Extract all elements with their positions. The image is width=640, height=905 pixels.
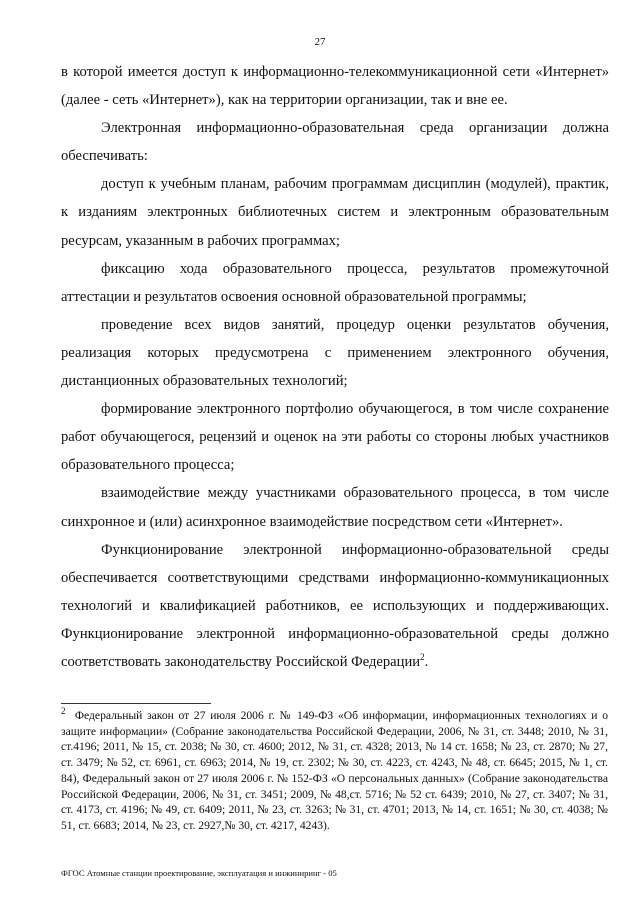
footnote-text: Федеральный закон от 27 июля 2006 г. № 149-ФЗ «Об информации, информационных технологиях и о защите информации» (Собрание законодательства Российской Федерации, 2006, № 31, ст. 3448; 2010, № 31, ст.4196; 2011, № 15, ст. 2038; № 30, ст. 4600; 2012, № 31, ст. 4328; 2013, № 14 ст. 1658; № 23, ст. 2870; № 27, ст. 3479; № 52, ст. 6961, ст. 6963; 2014, № 19, ст. 2302; № 30, ст. 4223, ст. 4243, № 48, ст. 6645; 2015, № 1, ст. 84), Федеральный закон от 27 июля 2006 г. № 152-ФЗ «О персональных данных» (Собрание законодательства Российской Федерации, 2006, № 31, ст. 3451; 2009, № 48,ст. 5716; № 52 ст. 6439; 2010, № 27, ст. 3407; № 31, ст. 4173, ст. 4196; № 49, ст. 6409; 2011, № 23, ст. 3263; № 31, ст. 4701; 2013, № 14, ст. 1651; № 30, ст. 4038; № 51, ст. 6683; 2014, № 23, ст. 2927,№ 30, ст. 4217, 4243). (61, 709, 608, 832)
paragraph-functioning: Функционирование электронной информационно-образовательной среды обеспечивается соответствующими средствами информационно-коммуникационных технологий и квалификацией работников, ее использующих и поддерживающих. Функционирование электронной информационно-образовательной среды должно соответствовать законодательству Российской Федерации$^2$. (61, 541, 609, 670)
footnote-reference[interactable]: 2 (420, 652, 425, 663)
paragraph-access-to-plans: доступ к учебным планам, рабочим программам дисциплин (модулей), практик, к изданиям электронных библиотечных систем и электронным образовательным ресурсам, указанным в рабочих программах; (61, 176, 609, 249)
paragraph-process-recording: фиксацию хода образовательного процесса, результатов промежуточной аттестации и результатов освоения основной образовательной программы; (61, 260, 609, 305)
body-text (61, 58, 609, 676)
paragraph-functioning-text: Функционирование электронной информационно-образовательной среды обеспечивается соответствующими средствами информационно-коммуникационных технологий и квалификацией работников, ее использующих и поддерживающих. Функционирование электронной информационно-образовательной среды должно соответствовать законодательству Российской Федерации (61, 541, 609, 670)
footnote-separator (61, 703, 211, 704)
footnote-marker: 2 (61, 706, 66, 717)
paragraph-environment-requirements: Электронная информационно-образовательная среда организации должна обеспечивать: (61, 120, 609, 165)
paragraph-portfolio: формирование электронного портфолио обучающегося, в том числе сохранение работ обучающегося, рецензий и оценок на эти работы со стороны любых участников образовательного процесса; (61, 401, 609, 474)
page-number: 27 (314, 36, 326, 48)
paragraph-conducting-classes: проведение всех видов занятий, процедур оценки результатов обучения, реализация которых предусмотрена с применением электронного обучения, дистанционных образовательных технологий; (61, 316, 609, 390)
paragraph-continuation: в которой имеется доступ к информационно-телекоммуникационной сети «Интернет» (далее - сеть «Интернет»), как на территории организации, так и вне ее. (61, 64, 609, 109)
footnote (61, 708, 608, 834)
page-footer: ФГОС Атомные станции проектирование, эксплуатация и инжиниринг - 05 (61, 868, 337, 878)
paragraph-interaction: взаимодействие между участниками образовательного процесса, в том числе синхронное и (или) асинхронное взаимодействие посредством сети «Интернет». (61, 485, 609, 530)
footnote-text-block (61, 708, 608, 834)
